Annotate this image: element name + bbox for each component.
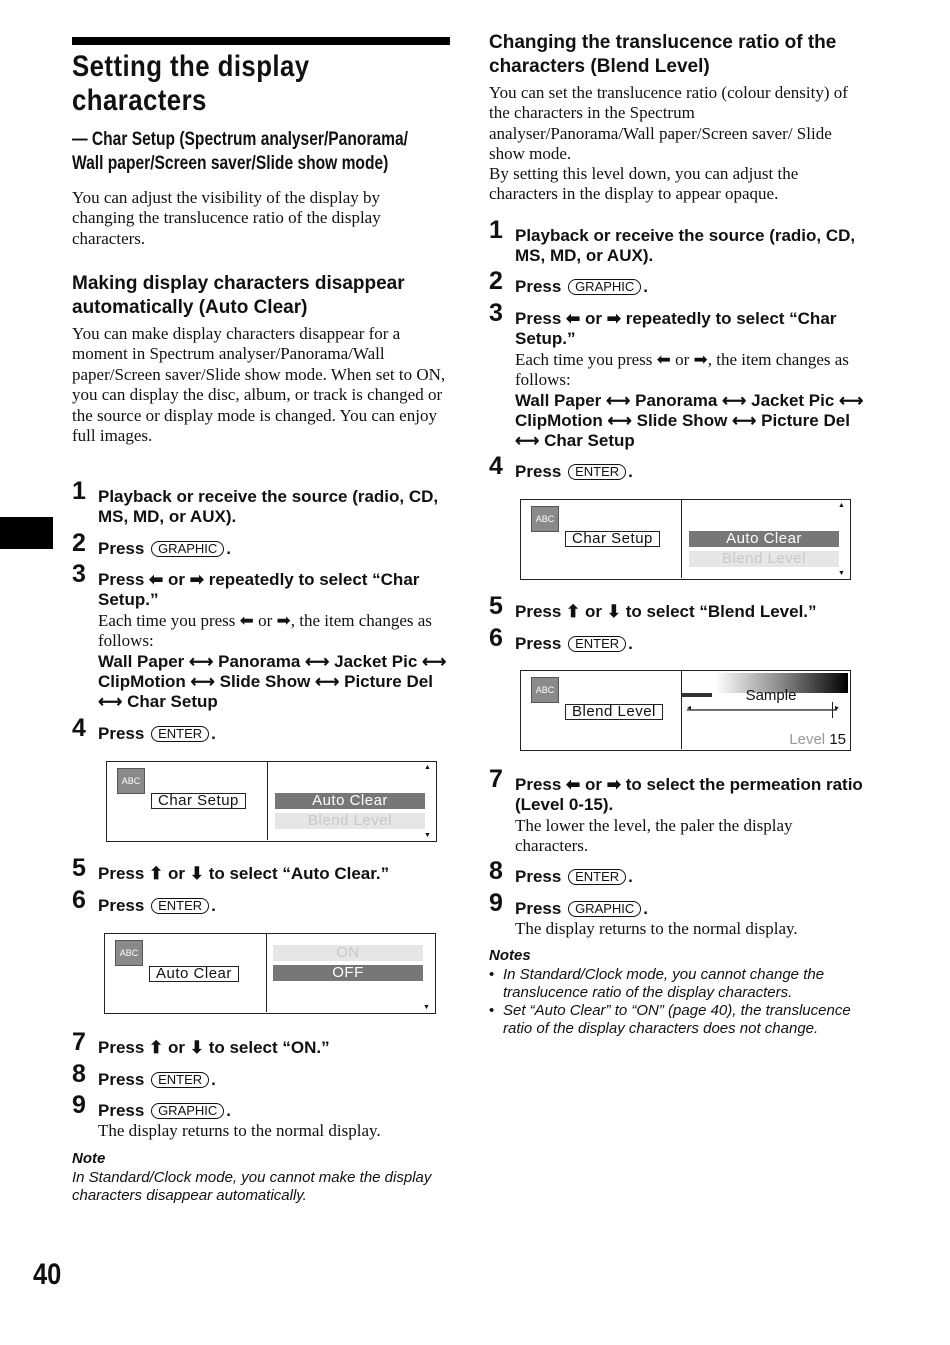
step-number: 7 [72, 1028, 86, 1056]
enter-key: ENTER [151, 1072, 209, 1088]
page-subtitle: — Char Setup (Spectrum analyser/Panorama/ Wall paper/Screen saver/Slide show mode) [72, 129, 408, 174]
level-slider [687, 709, 837, 711]
right-step-8: 8 Press ENTER . [489, 857, 633, 886]
level-label: Level [789, 731, 826, 748]
right-step-5 [489, 592, 864, 622]
level-value: 15 [829, 731, 846, 748]
auto-clear-body: You can make display characters disappear for a moment in Spectrum analyser/Panorama/Wall paper/Screen saver/Slide show mode. When set to ON, you can display the disc, album, or track is changed or the source or display mode is changed. You can enjoy full images. [72, 324, 446, 446]
sample-underline [682, 693, 712, 697]
left-step-7 [72, 1028, 452, 1058]
left-step-4: 4 Press ENTER . [72, 714, 216, 743]
right-step-7 [489, 765, 864, 857]
blend-level-heading: Changing the translucence ratio of the characters (Blend Level) [489, 32, 837, 77]
step-subtext: The lower the level, the paler the display characters. [515, 815, 793, 856]
step-text: Press [515, 867, 562, 886]
page-title: Setting the display characters [72, 50, 310, 117]
step-text: Press [515, 277, 562, 296]
display-screen-char-setup [520, 499, 851, 580]
step-text: Press [515, 634, 562, 653]
step-number: 4 [72, 714, 86, 742]
auto-clear-heading: Making display characters disappear automatically (Auto Clear) [72, 273, 405, 318]
abc-logo-icon: ABC [531, 677, 559, 703]
step-number: 1 [72, 477, 86, 505]
step-number: 4 [489, 452, 503, 480]
note-text: In Standard/Clock mode, you cannot make the display characters disappear automatically. [72, 1169, 432, 1204]
display-screen-char-setup [106, 761, 437, 842]
right-step-4: 4 Press ENTER . [489, 452, 633, 481]
left-step-2: 2 Press GRAPHIC . [72, 529, 232, 558]
left-step-8: 8 Press ENTER . [72, 1060, 216, 1089]
abc-logo-icon: ABC [531, 506, 559, 532]
step-number: 1 [489, 216, 503, 244]
page-number: 40 [33, 1258, 62, 1291]
title-rule [72, 37, 450, 45]
sample-text: Sample [745, 687, 797, 704]
right-step-9: 9 Press GRAPHIC . The display returns to the normal display. [489, 899, 864, 940]
step-number: 9 [72, 1091, 86, 1119]
step-text: Playback or receive the source (radio, CD, MS, MD, or AUX). [98, 487, 439, 527]
scroll-down-icon: ▼ [423, 1004, 430, 1011]
screen-label: Auto Clear [149, 966, 239, 982]
graphic-key: GRAPHIC [151, 1103, 224, 1119]
graphic-key: GRAPHIC [568, 279, 641, 295]
step-subtext: The display returns to the normal display. [515, 919, 798, 939]
notes-list [489, 966, 874, 1038]
abc-logo-icon: ABC [117, 768, 145, 794]
option-blend-level: Blend Level [689, 551, 839, 567]
step-number: 9 [489, 889, 503, 917]
right-step-1 [489, 216, 864, 267]
step-number: 6 [72, 886, 86, 914]
item-sequence: Wall Paper ⟷ Panorama ⟷ Jacket Pic ⟷ ClipMotion ⟷ Slide Show ⟷ Picture Del ⟷ Char Setup [515, 390, 864, 451]
left-step-6: 6 Press ENTER . [72, 886, 216, 915]
step-number: 2 [72, 529, 86, 557]
note-item: • Set “Auto Clear” to “ON” (page 40), the translucence ratio of the display characters does not change. [489, 1002, 874, 1038]
left-step-1 [72, 477, 452, 528]
right-step-6: 6 Press ENTER . [489, 624, 633, 653]
left-step-5 [72, 854, 452, 884]
step-text: Press ⬅ or ➡ repeatedly to select “Char Setup.” [98, 570, 420, 610]
enter-key: ENTER [568, 636, 626, 652]
step-number: 3 [72, 560, 86, 588]
step-text: Press ⬆ or ⬇ to select “Auto Clear.” [98, 864, 390, 883]
right-step-3 [489, 299, 864, 452]
option-auto-clear: Auto Clear [275, 793, 425, 809]
option-auto-clear: Auto Clear [689, 531, 839, 547]
level-slider-thumb [832, 702, 833, 718]
option-off: OFF [273, 965, 423, 981]
note-heading: Note [72, 1150, 106, 1167]
enter-key: ENTER [151, 726, 209, 742]
step-text: Press ⬅ or ➡ to select the permeation ratio (Level 0-15). [515, 775, 863, 815]
step-text: Press ⬆ or ⬇ to select “ON.” [98, 1038, 330, 1057]
slider-right-arrow-icon: ▸ [835, 703, 840, 712]
scroll-up-icon: ▲ [424, 764, 431, 771]
step-subtext: Each time you press ⬅ or ➡, the item changes as follows: [515, 349, 849, 390]
left-step-3 [72, 560, 452, 713]
intro-text: You can adjust the visibility of the display by changing the translucence ratio of the display characters. [72, 188, 381, 248]
blend-level-body-1: You can set the translucence ratio (colour density) of the characters in the Spectrum analyser/Panorama/Wall paper/Screen saver/ Slide show mode. [489, 83, 848, 164]
section-tab [0, 517, 53, 549]
step-text: Press [515, 899, 562, 918]
step-number: 2 [489, 267, 503, 295]
scroll-up-icon: ▲ [838, 502, 845, 509]
screen-label: Blend Level [565, 704, 663, 720]
step-number: 5 [489, 592, 503, 620]
graphic-key: GRAPHIC [151, 541, 224, 557]
right-step-2: 2 Press GRAPHIC . [489, 267, 649, 296]
step-subtext: The display returns to the normal display. [98, 1121, 381, 1141]
option-blend-level: Blend Level [275, 813, 425, 829]
step-text: Press ⬅ or ➡ repeatedly to select “Char Setup.” [515, 309, 837, 349]
scroll-down-icon: ▼ [838, 570, 845, 577]
step-text: Press [98, 539, 145, 558]
graphic-key: GRAPHIC [568, 901, 641, 917]
enter-key: ENTER [568, 869, 626, 885]
step-text: Press [515, 462, 562, 481]
blend-level-body-2: By setting this level down, you can adjust the characters in the display to appear opaque. [489, 164, 799, 204]
step-number: 7 [489, 765, 503, 793]
display-screen-blend-level [520, 670, 851, 751]
step-text: Press [98, 1070, 145, 1089]
step-text: Press [98, 724, 145, 743]
step-number: 6 [489, 624, 503, 652]
slider-left-arrow-icon: ◂ [687, 703, 692, 712]
step-text: Playback or receive the source (radio, CD, MS, MD, or AUX). [515, 226, 856, 266]
notes-heading: Notes [489, 947, 531, 964]
step-text: Press [98, 896, 145, 915]
enter-key: ENTER [151, 898, 209, 914]
left-step-9: 9 Press GRAPHIC . The display returns to the normal display. [72, 1101, 452, 1142]
abc-logo-icon: ABC [115, 940, 143, 966]
option-on: ON [273, 945, 423, 961]
step-text: Press ⬆ or ⬇ to select “Blend Level.” [515, 602, 817, 621]
step-subtext: Each time you press ⬅ or ➡, the item changes as follows: [98, 610, 432, 651]
screen-label: Char Setup [565, 531, 660, 547]
step-number: 8 [72, 1060, 86, 1088]
display-screen-auto-clear [104, 933, 436, 1014]
note-item: • In Standard/Clock mode, you cannot change the translucence ratio of the display characters. [489, 966, 874, 1002]
step-text: Press [98, 1101, 145, 1120]
step-number: 5 [72, 854, 86, 882]
screen-label: Char Setup [151, 793, 246, 809]
step-number: 3 [489, 299, 503, 327]
enter-key: ENTER [568, 464, 626, 480]
scroll-down-icon: ▼ [424, 832, 431, 839]
step-number: 8 [489, 857, 503, 885]
item-sequence: Wall Paper ⟷ Panorama ⟷ Jacket Pic ⟷ ClipMotion ⟷ Slide Show ⟷ Picture Del ⟷ Char Setup [98, 651, 447, 712]
